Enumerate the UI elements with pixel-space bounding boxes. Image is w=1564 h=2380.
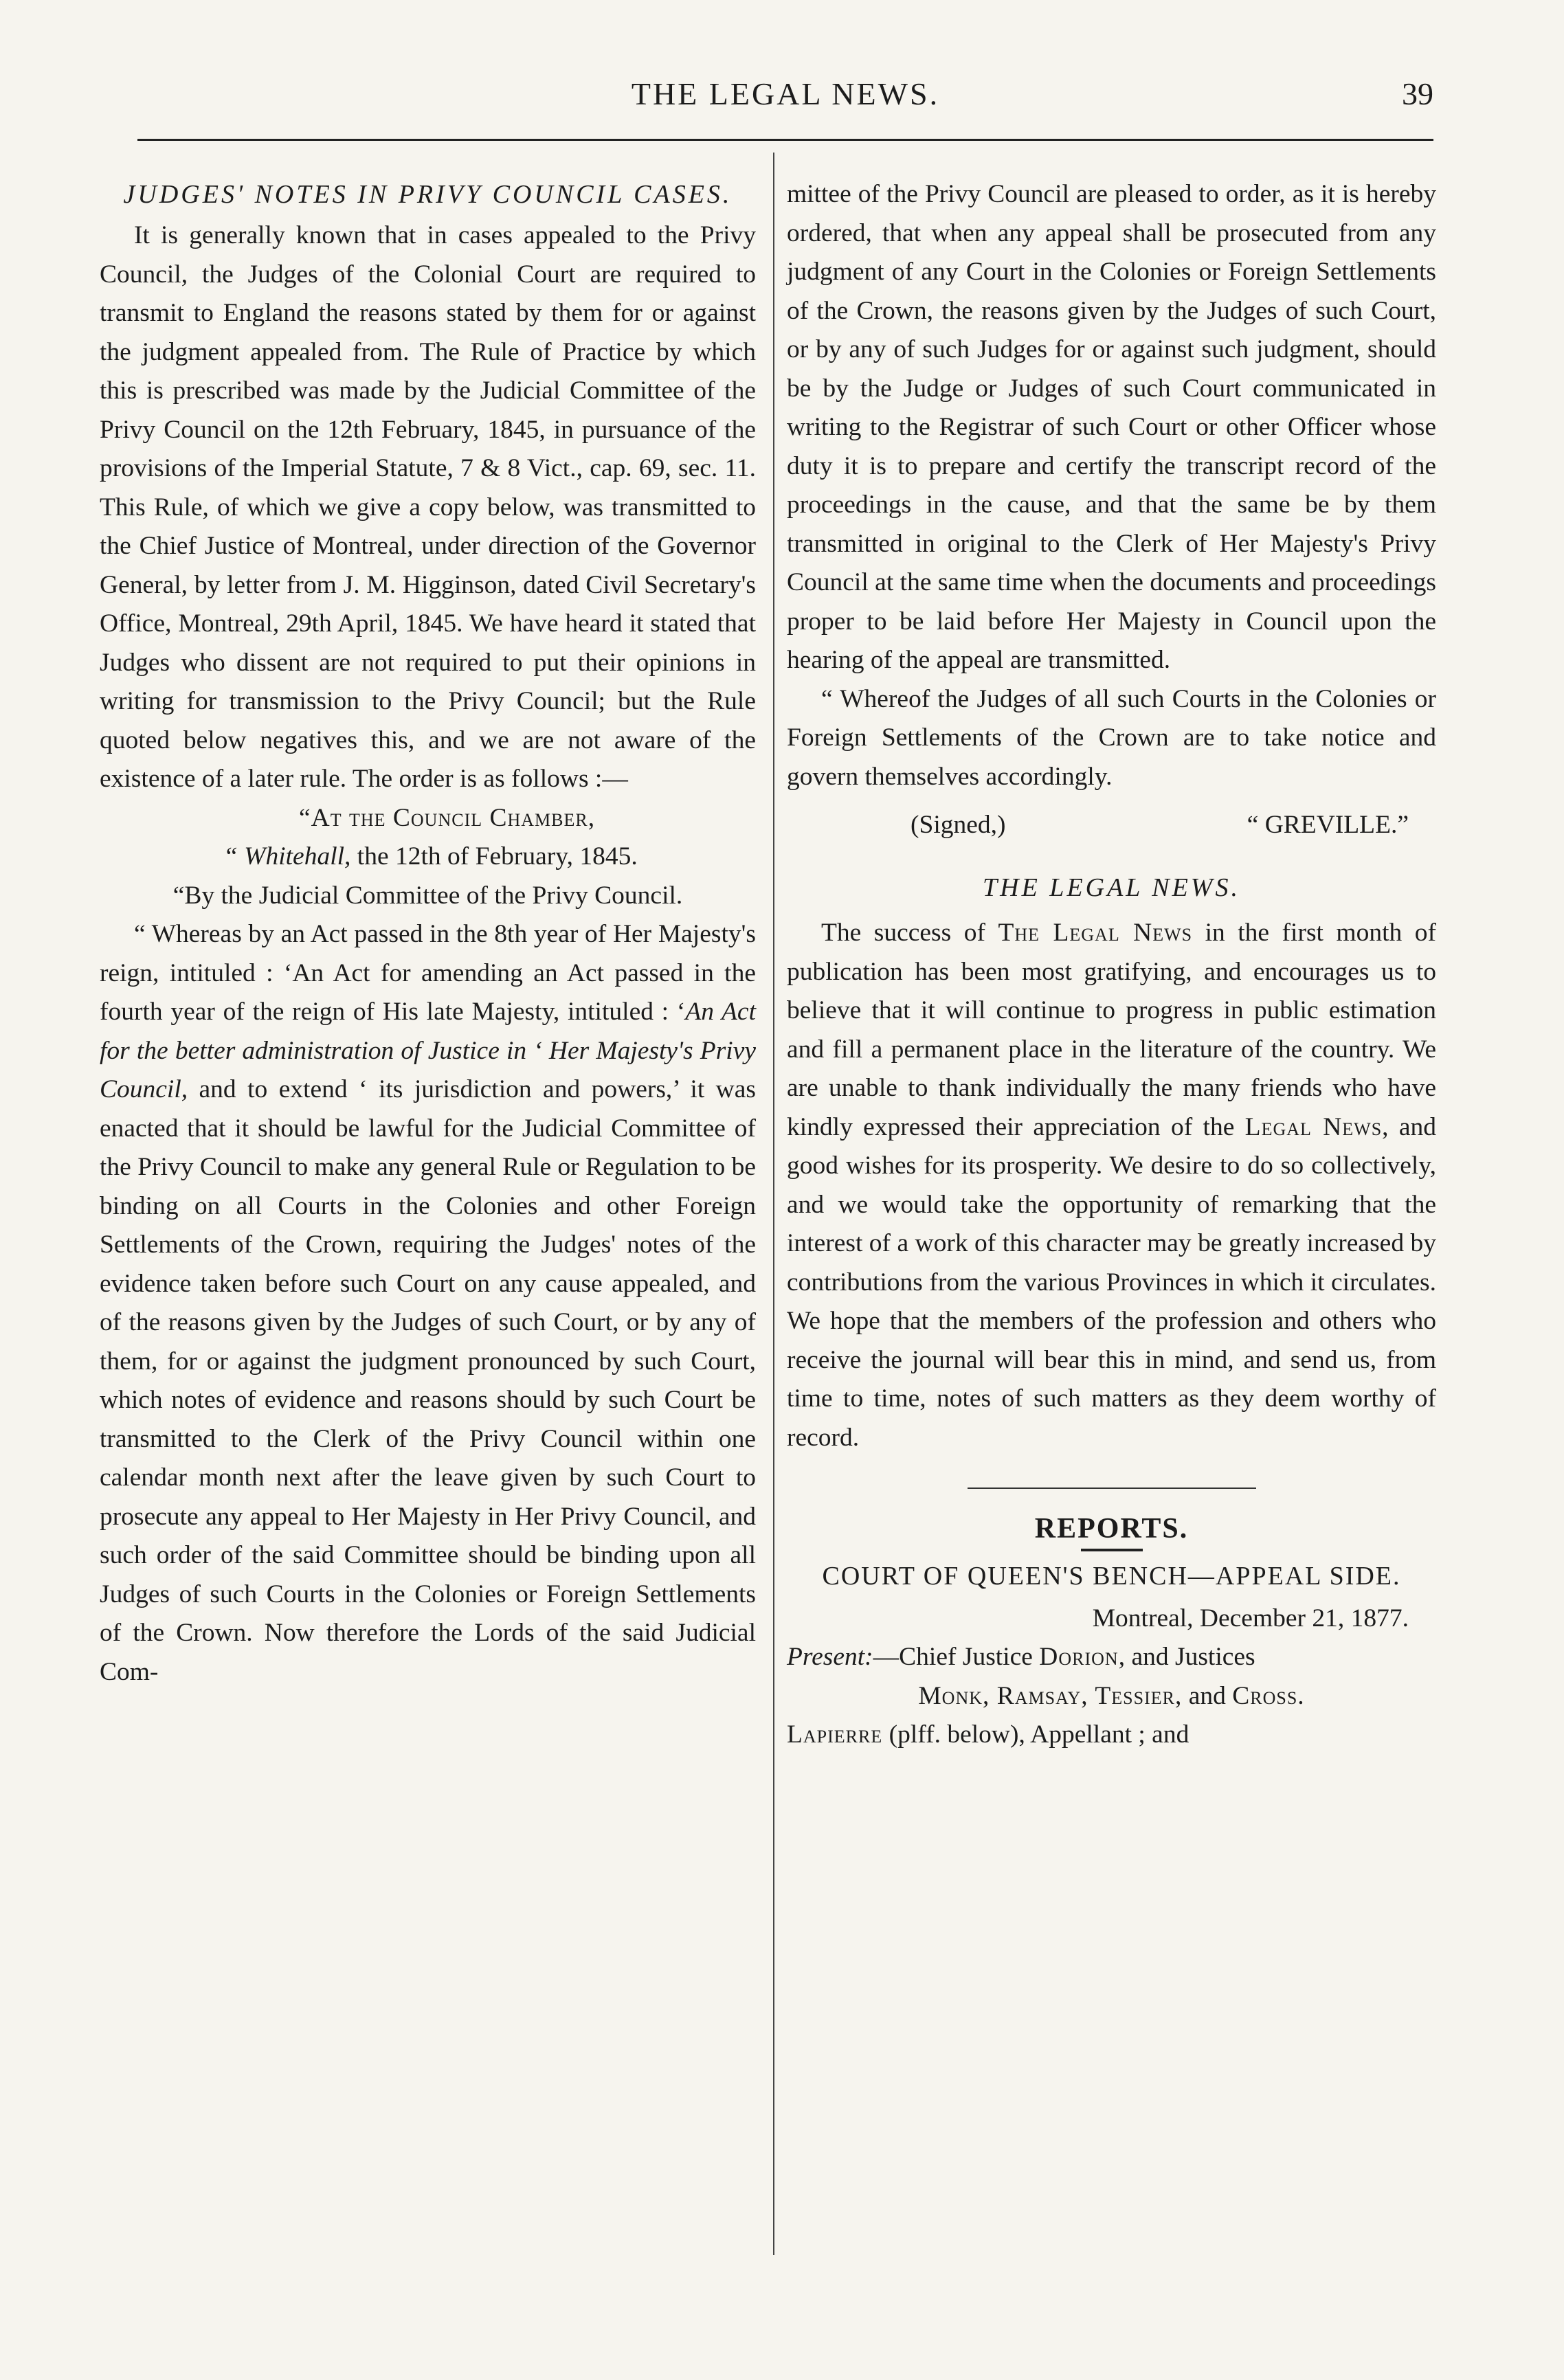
present-line [787,1638,1436,1677]
court-date: Montreal, December 21, 1877. [1092,1604,1409,1632]
news-masthead-2: Legal News [1244,1112,1383,1141]
news-text-3: , and good wishes for its prosperity. We desire to do so collectively, and we would take the opportunity of remarking that the interest of a work of this character may be greatly increased by contributions from the various Provinces in which it circulates. We hope that the members of the profession and others who receive the journal will bear this in mind, and send us, from time to time, notes of such matters as they deem worthy of record. [787,1112,1436,1452]
signed-label: (Signed,) [911,811,1006,839]
news-text-1: The success of [821,919,998,947]
article-title: JUDGES' NOTES IN PRIVY COUNCIL CASES. [123,180,733,209]
whereof-paragraph: “ Whereof the Judges of all such Courts in the Colonies or Foreign Settlements of the Crown are to take notice and govern themselves accordingly. [787,684,1436,791]
intro-paragraph: It is generally known that in cases appealed to the Privy Council, the Judges of the Colonial Court are required to transmit to England the reasons stated by them for or against the judgment appealed from. The Rule of Practice by which this is prescribed was made by the Judicial Committee of the Privy Council on the 12th February, 1845, in pursuance of the provisions of the Imperial Statute, 7 & 8 Vict., cap. 69, sec. 11. This Rule, of which we give a copy below, was transmitted to the Chief Justice of Montreal, under direction of the Governor General, by letter from J. M. Higginson, dated Civil Secretary's Office, Montreal, 29th April, 1845. We have heard it stated that Judges who dissent are not required to put their opinions in writing for transmission to the Privy Council; but the Rule quoted below negatives this, and we are not aware of the existence of a later rule. The order is as follows :— [100,221,756,793]
dateline-whitehall: “ Whitehall, [223,842,351,871]
act-title-italic: An Act for the better administration of Justice in ‘ Her Majesty's Privy Council, [100,998,756,1103]
whereas-text-b: and to extend ‘ its jurisdiction and powers,’ it was enacted that it should be lawful for the Judicial Committee of the Privy Council to make any general Rule or Regulation to be binding on all Courts in the Colonies and other Foreign Settlements of the Crown, requiring the Judges' notes of the evidence taken before such Court on any cause appealed, and of the reasons given by the Judges of such Court, or by any of them, for or against the judgment pronounced by such Court, which notes of evidence and reasons should by such Court be transmitted to the Clerk of the Privy Council within one calendar month next after the leave given by such Court to prosecute any appeal to Her Majesty in Her Privy Council, and such order of the said Committee should be binding upon all Judges of such Courts in the Colonies or Foreign Settlements of the Crown. Now therefore the Lords of the said Judicial Com- [100,1075,756,1686]
header-rule [137,139,1433,141]
present-text-1: —Chief Justice [873,1643,1040,1671]
court-heading: COURT OF QUEEN'S BENCH—APPEAL SIDE. [822,1561,1401,1591]
justices-names: Monk, Ramsay, Tessier, [918,1681,1183,1710]
running-title: THE LEGAL NEWS. [631,76,940,111]
justice-cross: Cross. [1232,1681,1305,1710]
news-paragraph [787,914,1436,1457]
news-masthead-1: The Legal News [998,919,1193,947]
dateline [100,799,756,877]
whereas-paragraph [100,915,756,1692]
left-column [100,175,756,1692]
dateline-date [100,838,756,877]
order-continuation: mittee of the Privy Council are pleased to order, as it is hereby ordered, that when any appeal shall be prosecuted from any judgment of any Court in the Colonies or Foreign Settlements of the Crown, the reasons given by the Judges of such Court, or by any of such Judges for or against such judgment, should be by the Judge or Judges of such Court communicated in writing to the Registrar of such Court or other Officer whose duty it is to prepare and certify the transcript record of the proceedings in the cause, and that the same be by them transmitted in original to the Clerk of Her Majesty's Privy Council at the same time when the documents and proceedings proper to be laid before Her Majesty in Council upon the hearing of the appeal are transmitted. [787,180,1436,674]
signed-name: “ GREVILLE.” [1247,811,1409,839]
section-title: THE LEGAL NEWS. [983,873,1240,902]
right-column [787,175,1436,1755]
news-text-2: in the first month of publication has been most gratifying, and encourages us to believe that it will continue to progress in public estimation and fill a permanent place in the literature of the country. We are unable to thank individually the many friends who have kindly expressed their appreciation of the [787,919,1436,1141]
party-name: Lapierre [787,1720,883,1749]
running-header [137,76,1433,131]
page-number: 39 [1402,76,1433,111]
present-label: Present: [787,1643,873,1671]
whereas-text-a: “ Whereas by an Act passed in the 8th year of Her Majesty's reign, intituled : ‘An Act for amending an Act passed in the fourth year of the reign of His late Majesty, intituled : ‘ [100,920,756,1026]
dateline-place: “At the Council Chamber, [299,803,596,832]
reports-heading: REPORTS. [1034,1513,1189,1545]
present-line-2 [787,1677,1436,1716]
reports-underline [1081,1549,1143,1551]
dateline-date-text: the 12th of February, 1845. [350,842,638,871]
parties-text: (plff. below), Appellant ; and [882,1720,1189,1749]
signature-line [787,796,1436,845]
committee-line: “By the Judicial Committee of the Privy Council. [172,881,683,910]
section-rule [968,1488,1256,1489]
justice-dorion: Dorion [1039,1643,1119,1671]
present-text-3: and [1182,1681,1233,1710]
parties-line [787,1716,1436,1755]
column-divider [773,153,774,2255]
present-text-2: , and Justices [1118,1643,1255,1671]
